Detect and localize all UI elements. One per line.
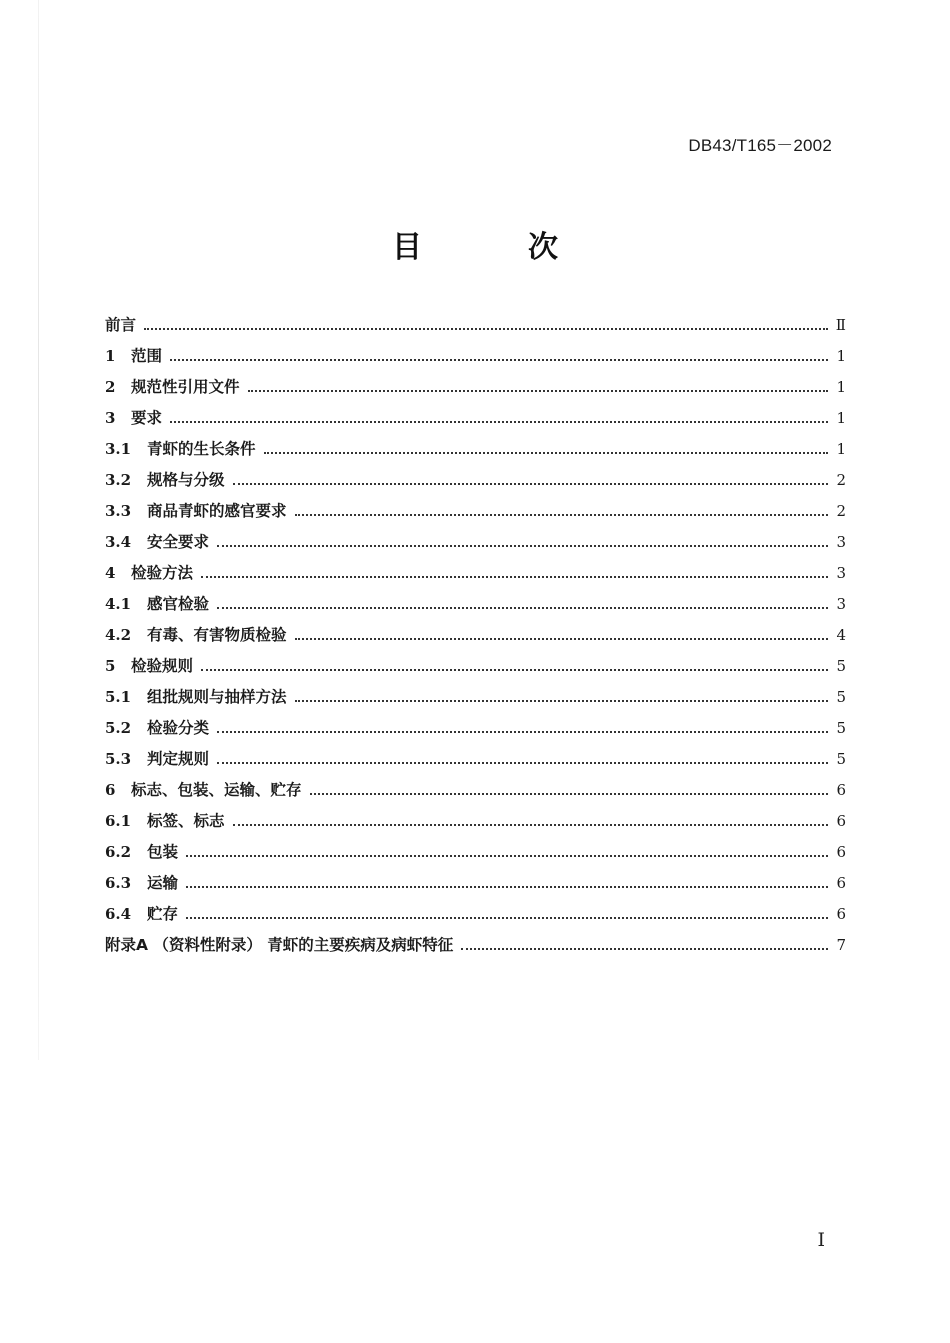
toc-entry-label: 青虾的生长条件 [147,440,256,458]
toc-entry-page: 5 [836,719,846,737]
toc-entry-number: 5.2 [105,719,132,737]
toc-entry-6-4[interactable] [105,902,846,933]
toc-entry-page: 7 [836,936,846,954]
page-number: I [817,1229,825,1251]
toc-entry-label: 判定规则 [147,750,210,768]
toc-leader-dots [217,544,828,547]
toc-leader-dots [248,389,828,392]
toc-entry-3[interactable] [105,406,846,437]
toc-entry-page: 1 [836,409,846,427]
toc-entry-page: 2 [836,471,846,489]
toc-entry-page: 6 [836,781,846,799]
toc-entry-appendix-a[interactable] [105,933,846,964]
toc-entry-number: 6.1 [105,812,132,830]
toc-entry-label: 范围 [131,347,163,365]
toc-entry-label: 规范性引用文件 [131,378,240,396]
toc-title-char-2: 次 [528,230,558,265]
toc-leader-dots [170,358,828,361]
toc-entry-page: 1 [836,440,846,458]
toc-entry-label: 标志、包装、运输、贮存 [131,781,302,799]
scan-edge-line [38,0,39,1060]
toc-leader-dots [170,420,828,423]
toc-entry-4-2[interactable] [105,623,846,654]
toc-entry-number: 6.3 [105,874,132,892]
toc-entry-label: 感官检验 [147,595,210,613]
toc-leader-dots [144,327,828,330]
toc-entry-3-1[interactable] [105,437,846,468]
toc-entry-page: 4 [836,626,846,644]
toc-entry-number: 6.4 [105,905,132,923]
toc-entry-3-4[interactable] [105,530,846,561]
toc-entry-6-3[interactable] [105,871,846,902]
toc-leader-dots [295,513,828,516]
toc-entry-2[interactable] [105,375,846,406]
toc-entry-label: 组批规则与抽样方法 [147,688,287,706]
toc-title-char-1: 目 [392,230,422,265]
toc-entry-5-3[interactable] [105,747,846,778]
toc-leader-dots [461,947,828,950]
toc-entry-label: 商品青虾的感官要求 [147,502,287,520]
toc-entry-1[interactable] [105,344,846,375]
toc-entry-page: 6 [836,905,846,923]
toc-entry-label: 附录A （资料性附录） 青虾的主要疾病及病虾特征 [105,936,454,954]
toc-title [0,222,950,266]
toc-entry-6-1[interactable] [105,809,846,840]
toc-entry-number: 5.3 [105,750,132,768]
toc-leader-dots [295,637,828,640]
toc-entry-label: 要求 [131,409,163,427]
toc-entry-label: 标签、标志 [147,812,225,830]
toc-entry-number: 4.1 [105,595,132,613]
toc-entry-page: 1 [836,347,846,365]
toc-leader-dots [186,854,828,857]
toc-entry-label: 贮存 [147,905,179,923]
toc-leader-dots [233,823,828,826]
toc-list [105,313,846,964]
toc-entry-number: 4.2 [105,626,132,644]
toc-entry-4[interactable] [105,561,846,592]
toc-entry-page: 5 [836,688,846,706]
toc-entry-label: 有毒、有害物质检验 [147,626,287,644]
toc-entry-number: 3.1 [105,440,132,458]
toc-entry-4-1[interactable] [105,592,846,623]
toc-entry-foreword[interactable] [105,313,846,344]
toc-leader-dots [233,482,828,485]
toc-entry-number: 3 [105,409,116,427]
toc-entry-page: 5 [836,750,846,768]
toc-entry-number: 3.3 [105,502,132,520]
toc-leader-dots [186,885,828,888]
toc-leader-dots [310,792,828,795]
toc-leader-dots [201,575,828,578]
toc-entry-number: 6 [105,781,116,799]
toc-entry-page: 2 [836,502,846,520]
toc-entry-number: 2 [105,378,116,396]
toc-entry-label: 安全要求 [147,533,210,551]
toc-entry-label: 检验分类 [147,719,210,737]
toc-leader-dots [217,730,828,733]
toc-entry-label: 运输 [147,874,179,892]
toc-leader-dots [295,699,828,702]
toc-entry-5-1[interactable] [105,685,846,716]
toc-entry-5[interactable] [105,654,846,685]
toc-entry-page: 3 [836,533,846,551]
toc-entry-page: 6 [836,843,846,861]
toc-entry-6[interactable] [105,778,846,809]
toc-entry-number: 3.4 [105,533,132,551]
toc-entry-number: 6.2 [105,843,132,861]
toc-entry-page: 3 [836,564,846,582]
toc-entry-5-2[interactable] [105,716,846,747]
toc-entry-number: 3.2 [105,471,132,489]
toc-entry-page: 1 [836,378,846,396]
toc-entry-label: 包装 [147,843,179,861]
standard-number: DB43/T165－2002 [688,136,832,155]
toc-leader-dots [201,668,828,671]
toc-entry-label: 前言 [105,316,137,334]
toc-entry-6-2[interactable] [105,840,846,871]
toc-entry-page: 6 [836,874,846,892]
toc-leader-dots [217,606,828,609]
toc-entry-label: 规格与分级 [147,471,225,489]
toc-entry-label: 检验规则 [131,657,194,675]
toc-entry-3-2[interactable] [105,468,846,499]
toc-entry-page: 5 [836,657,846,675]
toc-entry-number: 4 [105,564,116,582]
toc-entry-number: 5 [105,657,116,675]
toc-leader-dots [186,916,828,919]
toc-entry-page: Ⅱ [835,316,846,334]
toc-leader-dots [264,451,828,454]
toc-entry-page: 6 [836,812,846,830]
toc-entry-3-3[interactable] [105,499,846,530]
toc-leader-dots [217,761,828,764]
toc-entry-number: 1 [105,347,116,365]
toc-entry-label: 检验方法 [131,564,194,582]
toc-entry-page: 3 [836,595,846,613]
toc-entry-number: 5.1 [105,688,132,706]
